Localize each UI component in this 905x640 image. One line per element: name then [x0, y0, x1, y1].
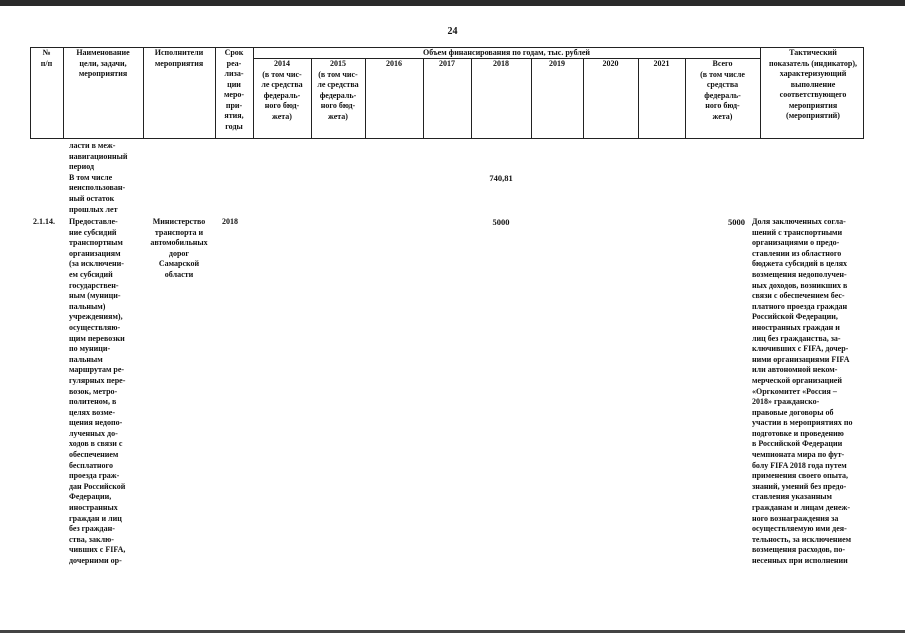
header-2019: 2019 [549, 59, 565, 68]
header-total: Всего (в том числе средства федераль- ного бюд- жета) [700, 59, 745, 121]
bottom-border [0, 630, 905, 633]
top-border [0, 0, 905, 6]
row2-executor: Министерство транспорта и автомобильных дорог Самарской области [150, 217, 208, 279]
header-term: Срок реа- лиза- ции меро- при- ятия, годы [223, 48, 245, 131]
header-num: № п/п [40, 48, 53, 68]
header-2018: 2018 [493, 59, 509, 68]
header-2015: 2015 (в том чис- ле средства федераль- ного бюд- жета) [317, 59, 359, 121]
row1-name: ласти в меж- навигационный период В том числе неиспользован- ный остаток прошлых лет [69, 141, 128, 214]
header-funding: Объем финансирования по годам, тыс. рублей [422, 48, 591, 57]
header-bottom-line [30, 138, 863, 139]
row2-term: 2018 [222, 217, 238, 226]
header-2014: 2014 (в том чис- ле средства федераль- ного бюд- жета) [261, 59, 303, 121]
col-border [365, 58, 366, 139]
row2-name: Предоставле- ние субсидий транспортным организациям (за исключени- ем субсидий государствен- ным (муници- пальным) учреждениям), осуществляю- щим перевозки по муници- пальным маршрутам ре- гулярных пере- возок, метро- политеном, в целях возме- щения недопо- лученных до- ходов в связи с обеспечением бесплатного проезда граж- дан Российской Федерации, иностранных граждан и лиц без граждан- ства, заклю- чивших с FIFA, дочерними ор- [69, 217, 126, 565]
header-executor: Исполнители мероприятия [154, 48, 204, 68]
col-border [471, 58, 472, 139]
header-2016: 2016 [386, 59, 402, 68]
row2-indicator: Доля заключенных согла- шений с транспортными организациями о предо- ставлении из областного бюджета субсидий в целях возмещения недополучен- ных доходов, возникших в связи с обеспечением бес- платного проезда граждан Российской Федерации, иностранных граждан и лиц без гражданства, за- ключивших с FIFA, дочер- ними организациями FIFA или автономной неком- мерческой организацией «Оргкомитет «Россия – 2018» гражданско- правовые договоры об участии в мероприятиях по подготовке и проведению в Российской Федерации чемпионата мира по фут- болу FIFA 2018 года путем применения своего опыта, знаний, умений без предо- ставления указанным гражданам и лицам денеж- ного вознаграждения за осуществляемую ими дея- тельность, за исключением возмещения расходов, по- несенных при исполнении [752, 217, 853, 565]
row2-total: 5000 [728, 217, 745, 227]
col-border [531, 58, 532, 139]
row1-2018: 740,81 [489, 173, 513, 183]
header-2021: 2021 [653, 59, 670, 68]
header-indicator: Тактический показатель (индикатор), характеризующий выполнение соответствующего мероприятия (мероприятий) [768, 48, 858, 120]
header-2020: 2020 [602, 59, 619, 68]
col-border [423, 58, 424, 139]
row2-2018: 5000 [492, 217, 510, 227]
header-2017: 2017 [439, 59, 455, 68]
col-border [863, 47, 864, 139]
col-border [760, 47, 761, 139]
col-border [583, 58, 584, 139]
page-number: 24 [447, 26, 458, 37]
row2-num: 2.1.14. [33, 217, 55, 226]
col-border [638, 58, 639, 139]
header-name: Наименование цели, задачи, мероприятия [76, 48, 130, 78]
